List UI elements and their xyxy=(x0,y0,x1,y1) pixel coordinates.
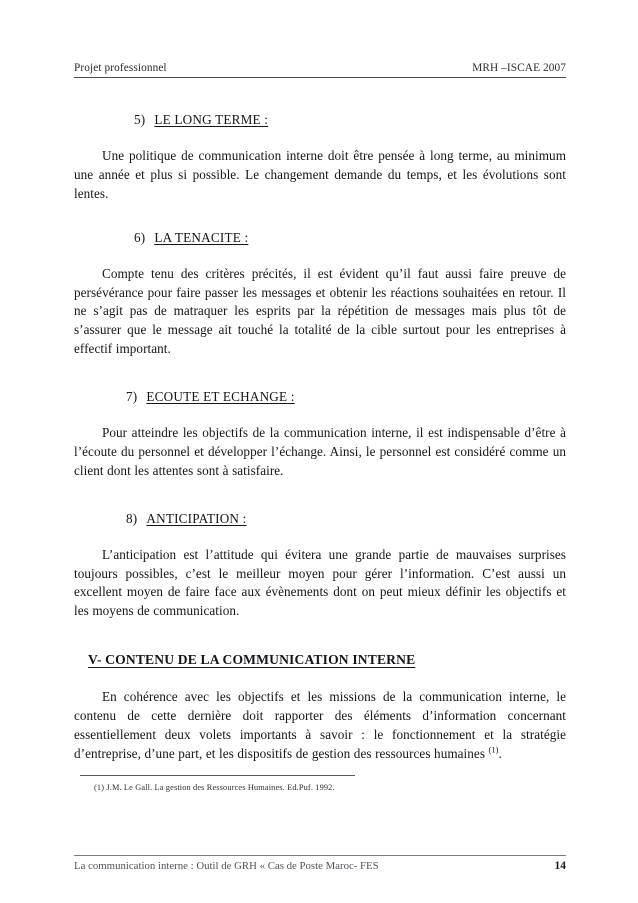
section-title-6: LA TENACITE : xyxy=(154,229,249,245)
page-header xyxy=(74,62,566,78)
main-section-paragraph xyxy=(74,688,566,764)
footnote-separator-rule xyxy=(80,775,355,776)
section-paragraph-7: Pour atteindre les objectifs de la communication interne, il est indispensable d’être à l’écoute du personnel et développer l’échange. Ainsi, le personnel est considéré comme un client dont les attentes sont à satisfaire. xyxy=(74,425,566,478)
section-paragraph-8: L’anticipation est l’attitude qui évitera une grande partie de mauvaises surprises toujours possibles, c’est le meilleur moyen pour gérer l’information. C’est aussi un excellent moyen de faire face aux évènements dont on peut mieux définir les objectifs et les moyens de communication. xyxy=(74,546,566,619)
header-left-text: Projet professionnel xyxy=(74,62,167,74)
section-title-7: ECOUTE ET ECHANGE : xyxy=(146,389,295,404)
main-section-heading-wrap xyxy=(74,651,566,669)
section-number-7: 7) xyxy=(126,389,138,404)
document-body xyxy=(74,112,566,764)
footnote-text: (1) J.M. Le Gall. La gestion des Ressources Humaines. Ed.Puf. 1992. xyxy=(94,783,335,792)
main-paragraph-text: En cohérence avec les objectifs et les missions de la communication interne, le contenu de cette dernière doit rapporter des éléments d’information concernant essentiellement deux volets importants à savoir : le fonctionnement et la stratégie d’entreprise, d’une part, et les dispositifs de gestion des ressources humaines xyxy=(74,689,566,761)
section-paragraph-6: Compte tenu des critères précités, il est évident qu’il faut aussi faire preuve de persévérance pour faire passer les messages et obtenir les réactions souhaitées en retour. Il ne s’agit pas de matraquer les esprits par la répétition de messages mais plus tôt de s’assurer que le message ait touché la totalité de la cible surtout pour les entreprises à effectif important. xyxy=(74,265,566,357)
section-title-5: LE LONG TERME : xyxy=(154,112,269,127)
section-number-6: 6) xyxy=(134,229,146,245)
section-heading-7 xyxy=(126,389,566,405)
section-number-8: 8) xyxy=(126,510,138,526)
section-paragraph-5: Une politique de communication interne doit être pensée à long terme, au minimum une année et plus si possible. Le changement demande du temps, et les évolutions sont lentes. xyxy=(74,148,566,201)
footnote-reference-marker: (1) xyxy=(488,745,499,755)
page-number: 14 xyxy=(554,860,566,872)
section-heading-6 xyxy=(134,230,566,246)
main-paragraph-tail: . xyxy=(498,745,502,761)
footer-title-text: La communication interne : Outil de GRH « Cas de Poste Maroc- FES xyxy=(74,860,379,872)
main-section-heading: V- CONTENU DE LA COMMUNICATION INTERNE xyxy=(88,652,416,668)
page-footer xyxy=(74,855,566,872)
section-title-8: ANTICIPATION : xyxy=(146,510,247,526)
section-heading-8 xyxy=(126,511,566,527)
section-heading-5 xyxy=(134,112,566,128)
footnote-area xyxy=(80,775,560,792)
section-number-5: 5) xyxy=(134,112,146,127)
header-right-text: MRH –ISCAE 2007 xyxy=(472,62,566,74)
